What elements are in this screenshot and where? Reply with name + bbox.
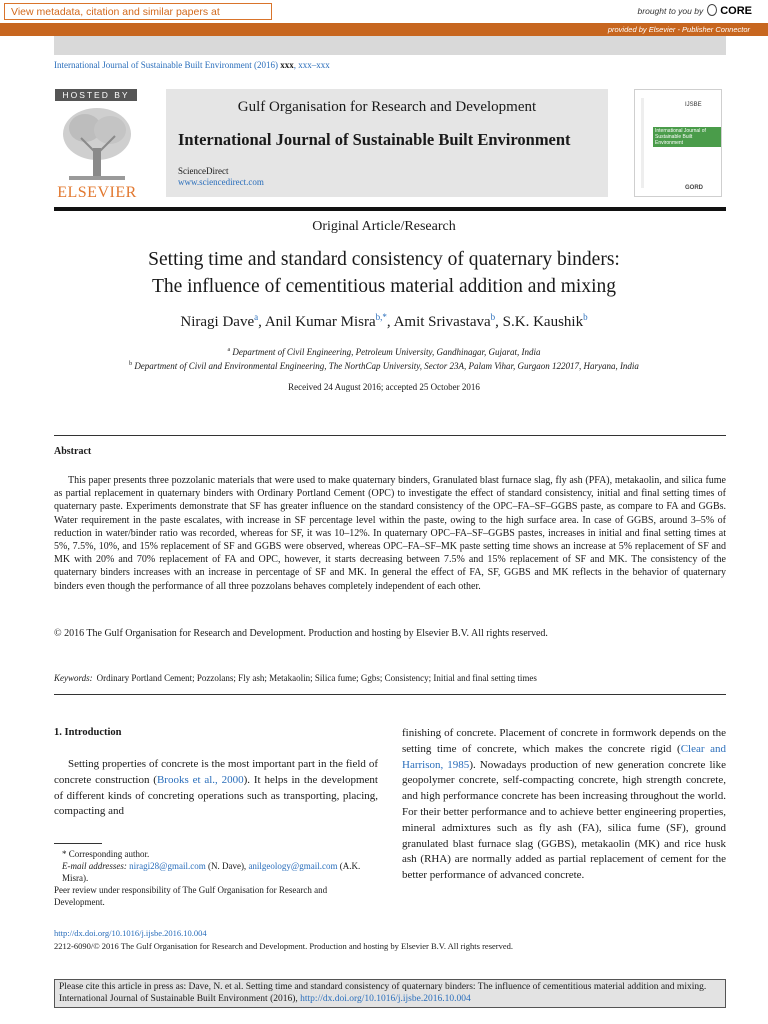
abstract-paragraph: This paper presents three pozzolanic materials that were used to make quaternary binders, Granulated blast furnace slag, fly ash (PFA), metakaolin, and silica fume as partial replacement in quaternary binders with Ordinary Portland Cement (OPC) to investigate the effect of standard consistency, initial and final setting times of quaternary paste. Experiments demonstrate that SF has greater influence on the standard consistency of the OPC–FA–SF–GGBS paste, as compare to FA and GGBs. Water requirement in the paste escalates, with increase in SF percentage level within the paste, owing to the high surface area. In case of GGBS, around 3–5% of reduction in water/binder ratio was recorded, whereas for SF, it was 10–12%. In quaternary OPC–FA–SF–GGBS pastes, increases in initial and final setting times at 5%, 7.5%, 10%, and 15% replacement of SF and GGBS were observed, whereas OPC–FA–SF–MK paste setting time shows an increase at 5% replacement of SF and MK with 20% and 70% replacement of FA and OPC, however, it starts decreasing between 7.5% and 15% replacement of SF and MK. The consistency of the quaternary binders increases with an increase in percentage of SF and MK. In general the effect of FA, SF, GGBS and MK reflects in the behavior of quaternary binders even though the performance of all three pozzolans behaves completely independent of each other. xyxy=(54,475,726,592)
doi-link[interactable]: http://dx.doi.org/10.1016/j.ijsbe.2016.10.004 xyxy=(54,928,207,938)
body-paragraph xyxy=(54,757,378,820)
publisher-name: Gulf Organisation for Research and Development xyxy=(237,99,537,115)
footnote-rule xyxy=(54,843,102,844)
article-type: Original Article/Research xyxy=(312,219,456,234)
email-label: E-mail addresses: xyxy=(62,861,127,871)
core-metadata-link[interactable] xyxy=(4,3,272,20)
affiliation-a xyxy=(0,347,768,357)
body-text: ). Nowadays production of new generation concrete like geopolymer concrete, self-compacting concrete, high strength concrete, and high performance concrete has been increasing throughout the world. For their better performance and to achieve better engineering properties, mineral admixtures such as fly ash (FA), silica fume (SF), ground granulated blast furnace slag (GGBS), metakaolin (MK) and rice husk ash (RHA) are normally added as partial replacement of cement for the better performance of advanced concrete. xyxy=(402,758,726,882)
email-link[interactable]: anilgeology@gmail.com xyxy=(248,861,338,871)
core-brand[interactable] xyxy=(638,4,752,18)
body-text: finishing of concrete. Placement of concrete in formwork depends on the setting time of concrete, which makes the concrete rigid ( xyxy=(402,727,726,755)
abstract-body xyxy=(54,474,726,593)
keywords xyxy=(54,673,537,683)
provider-bar xyxy=(0,23,768,36)
author-name: S.K. Kaushik xyxy=(502,314,584,330)
keywords-label: Keywords: xyxy=(54,673,93,683)
sciencedirect-label: ScienceDirect xyxy=(178,166,229,176)
provider-text[interactable]: provided by Elsevier - Publisher Connector xyxy=(607,25,750,34)
elsevier-tree-logo-icon xyxy=(55,104,139,184)
core-metadata-text: View metadata, citation and similar papers at xyxy=(11,6,220,18)
abstract-heading: Abstract xyxy=(54,446,92,457)
body-text: Setting properties of concrete is the most important part in the field of concrete construction ( xyxy=(54,758,378,786)
journal-title: International Journal of Sustainable Built Environment xyxy=(178,130,571,149)
cover-title-band: International Journal of Sustainable Built Environment xyxy=(653,127,721,147)
affiliation-mark: a xyxy=(227,347,231,353)
keywords-rule xyxy=(54,694,726,695)
elsevier-wordmark: ELSEVIER xyxy=(57,184,137,201)
keywords-list: Ordinary Portland Cement; Pozzolans; Fly ash; Metakaolin; Silica fume; Ggbs; Consistency; Initial and final setting times xyxy=(96,673,537,683)
abstract-rule xyxy=(54,435,726,436)
brought-by-text: brought to you by xyxy=(637,6,704,16)
journal-ref-volume: xxx xyxy=(280,60,294,70)
citation-box xyxy=(54,979,726,1008)
citation-doi-link[interactable]: http://dx.doi.org/10.1016/j.ijsbe.2016.10.004 xyxy=(300,994,471,1004)
email-link[interactable]: niragi28@gmail.com xyxy=(129,861,206,871)
citation-text: Please cite this article in press as: Dave, N. et al. Setting time and standard consistency of quaternary binders: The influence of cementitious material addition and mixing. International Journal of Sustainable Built Environment (2016), xyxy=(59,982,707,1004)
author-name: Amit Srivastava xyxy=(393,314,491,330)
author-list xyxy=(0,314,768,331)
core-bar xyxy=(0,0,768,25)
cover-side-strip xyxy=(641,98,644,188)
email-owner: (N. Dave), xyxy=(205,861,249,871)
journal-reference xyxy=(54,60,330,70)
author-affiliation-mark[interactable]: b xyxy=(490,312,496,322)
author-name: Niragi Dave xyxy=(180,314,255,330)
cover-gord-logo: GORD xyxy=(685,185,703,191)
affiliation-text: Department of Civil Engineering, Petroleum University, Gandhinagar, Gujarat, India xyxy=(232,347,541,357)
corresponding-author-note: * Corresponding author. xyxy=(62,849,150,859)
author-separator: , xyxy=(258,314,265,330)
citation-link[interactable]: Brooks et al., 2000 xyxy=(156,773,244,786)
journal-cover-thumbnail xyxy=(634,89,722,197)
affiliation-b xyxy=(0,361,768,371)
citation-link[interactable]: Clear and Harrison, 1985 xyxy=(402,742,727,771)
issn-copyright: 2212-6090/© 2016 The Gulf Organisation for Research and Development. Production and hosting by Elsevier B.V. All rights reserved. xyxy=(54,941,514,951)
author-name: Anil Kumar Misra xyxy=(264,314,376,330)
hosted-by-label: HOSTED BY xyxy=(55,89,137,101)
journal-ref-prefix: International Journal of Sustainable Built Environment (2016) xyxy=(54,60,281,70)
section-heading-introduction: 1. Introduction xyxy=(54,727,122,738)
affiliation-mark: b xyxy=(129,361,133,367)
author-separator: , xyxy=(386,314,394,330)
body-text: ). It helps in the development of different kinds of concreting operations such as transporting, placing, compacting and xyxy=(54,773,378,818)
journal-ref-pages: , xxx–xxx xyxy=(293,60,330,70)
email-owner: (A.K. Misra). xyxy=(62,861,361,883)
core-brand-name: CORE xyxy=(720,5,752,17)
author-affiliation-mark[interactable]: b,* xyxy=(375,312,387,322)
core-logo-icon xyxy=(707,4,717,16)
email-addresses xyxy=(54,860,378,884)
body-column-left xyxy=(54,757,378,820)
author-affiliation-mark[interactable]: b xyxy=(583,312,588,322)
body-column-right xyxy=(402,726,726,884)
peer-review-note: Peer review under responsibility of The Gulf Organisation for Research and Development. xyxy=(54,885,328,907)
footnotes xyxy=(54,848,378,908)
abstract-copyright: © 2016 The Gulf Organisation for Research and Development. Production and hosting by Elsevier B.V. All rights reserved. xyxy=(54,628,548,639)
cover-ijsbe-logo: IJSBE xyxy=(685,102,702,108)
header-rule xyxy=(54,207,726,211)
body-paragraph xyxy=(402,726,726,884)
grey-strip xyxy=(54,36,726,55)
received-dates: Received 24 August 2016; accepted 25 October 2016 xyxy=(288,382,480,392)
affiliation-text: Department of Civil and Environmental Engineering, The NorthCap University, Sector 23A, Palam Vihar, Gurgaon 122017, Haryana, India xyxy=(134,361,639,371)
article-title-line2: The influence of cementitious material addition and mixing xyxy=(151,276,617,297)
author-separator: , xyxy=(495,314,503,330)
author-affiliation-mark[interactable]: a xyxy=(254,312,259,322)
sciencedirect-link[interactable]: www.sciencedirect.com xyxy=(178,177,264,187)
article-title-line1: Setting time and standard consistency of quaternary binders: xyxy=(148,249,620,270)
